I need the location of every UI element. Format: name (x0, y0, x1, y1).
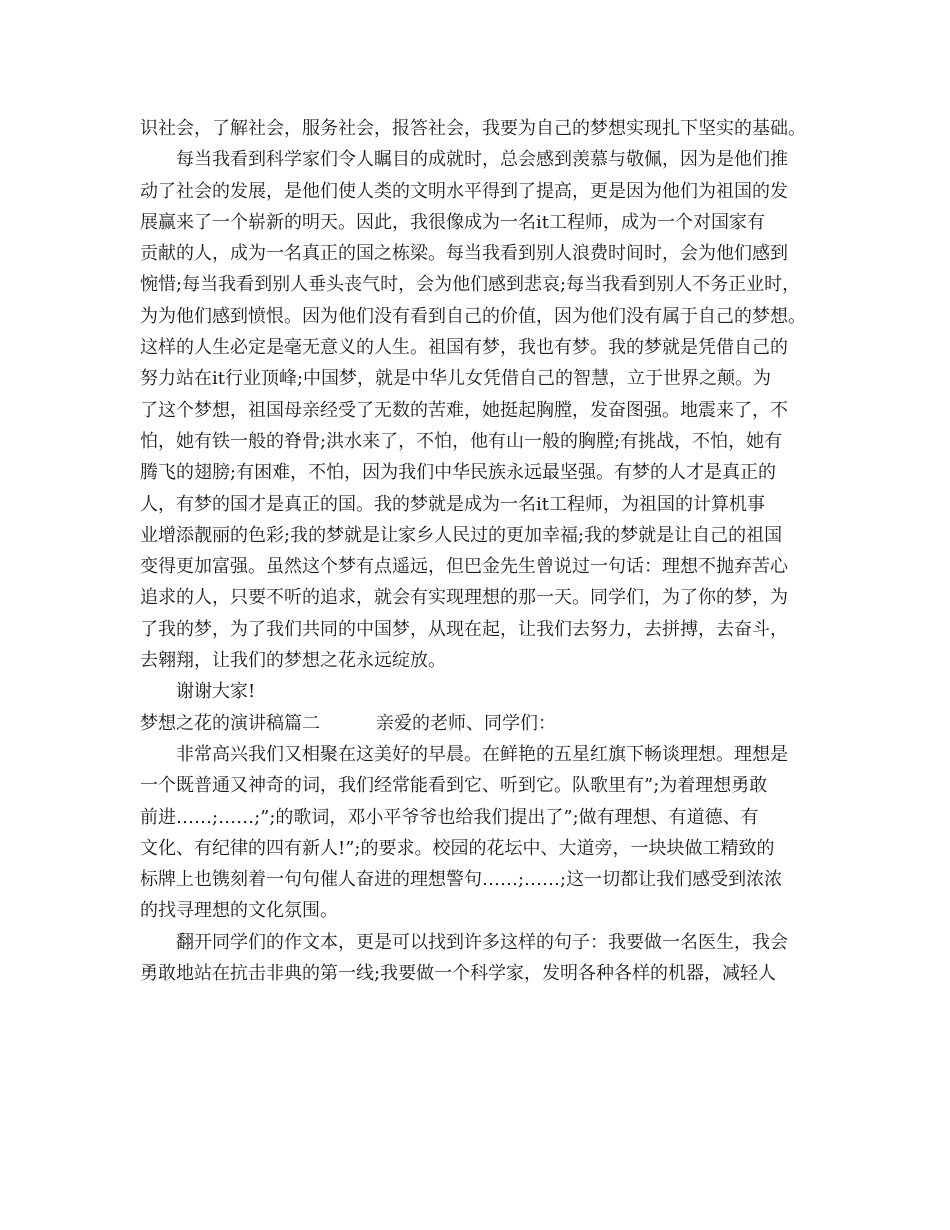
text-line: 了我的梦，为了我们共同的中国梦，从现在起，让我们去努力，去拼搏，去奋斗， (140, 618, 788, 640)
salutation: 亲爱的老师、同学们： (376, 712, 556, 734)
text-line: 腾飞的翅膀;有困难，不怕，因为我们中华民族永远最坚强。有梦的人才是真正的 (140, 462, 777, 484)
text-line: 谢谢大家! (176, 681, 256, 703)
text-line: 了这个梦想，祖国母亲经受了无数的苦难，她挺起胸膛，发奋图强。地震来了，不 (140, 399, 788, 421)
text-line: 业增添靓丽的色彩;我的梦就是让家乡人民过的更加幸福;我的梦就是让自己的祖国 (140, 524, 783, 546)
text-line: 怕，她有铁一般的脊骨;洪水来了，不怕，他有山一般的胸膛;有挑战，不怕，她有 (140, 430, 783, 452)
text-line: 前进……;……;”;的歌词，邓小平爷爷也给我们提出了”;做有理想、有道德、有 (140, 806, 759, 828)
document-page (140, 113, 820, 989)
text-line: 翻开同学们的作文本，更是可以找到许多这样的句子：我要做一名医生，我会 (176, 931, 788, 953)
text-line: 为为他们感到愤恨。因为他们没有看到自己的价值，因为他们没有属于自己的梦想。 (140, 305, 806, 327)
text-line: 的找寻理想的文化氛围。 (140, 900, 338, 922)
text-line: 这样的人生必定是毫无意义的人生。祖国有梦，我也有梦。我的梦就是凭借自己的 (140, 337, 788, 359)
text-line: 贡献的人，成为一名真正的国之栋梁。每当我看到别人浪费时间时，会为他们感到 (140, 243, 788, 265)
text-line: 识社会，了解社会，服务社会，报答社会，我要为自己的梦想实现扎下坚实的基础。 (140, 118, 806, 139)
text-line: 一个既普通又神奇的词，我们经常能看到它、听到它。队歌里有”;为着理想勇敢 (140, 775, 768, 797)
text-line: 文化、有纪律的四有新人!”;的要求。校园的花坛中、大道旁，一块块做工精致的 (140, 837, 775, 859)
text-line: 努力站在it行业顶峰;中国梦，就是中华儿女凭借自己的智慧，立于世界之颠。为 (140, 368, 772, 390)
text-line: 人，有梦的国才是真正的国。我的梦就是成为一名it工程师，为祖国的计算机事 (140, 493, 765, 515)
section-heading-line (140, 708, 820, 739)
text-line: 勇敢地站在抗击非典的第一线;我要做一个科学家，发明各种各样的机器，减轻人 (140, 963, 777, 985)
text-line: 惋惜;每当我看到别人垂头丧气时，会为他们感到悲哀;每当我看到别人不务正业时， (140, 274, 801, 296)
text-line: 追求的人，只要不听的追求，就会有实现理想的那一天。同学们，为了你的梦，为 (140, 587, 788, 609)
text-line: 标牌上也镌刻着一句句催人奋进的理想警句……;……;这一切都让我们感受到浓浓 (140, 869, 783, 891)
text-line: 展赢来了一个崭新的明天。因此，我很像成为一名it工程师，成为一个对国家有 (140, 211, 765, 233)
text-line: 动了社会的发展，是他们使人类的文明水平得到了提高，更是因为他们为祖国的发 (140, 180, 788, 202)
text-line: 每当我看到科学家们令人瞩目的成就时，总会感到羡慕与敬佩，因为是他们推 (176, 149, 788, 171)
text-line: 非常高兴我们又相聚在这美好的早晨。在鲜艳的五星红旗下畅谈理想。理想是 (176, 743, 788, 765)
text-line: 去翱翔，让我们的梦想之花永远绽放。 (140, 650, 446, 672)
section-heading: 梦想之花的演讲稿篇二 (140, 712, 320, 734)
text-line: 变得更加富强。虽然这个梦有点遥远，但巴金先生曾说过一句话：理想不抛弃苦心 (140, 556, 788, 578)
